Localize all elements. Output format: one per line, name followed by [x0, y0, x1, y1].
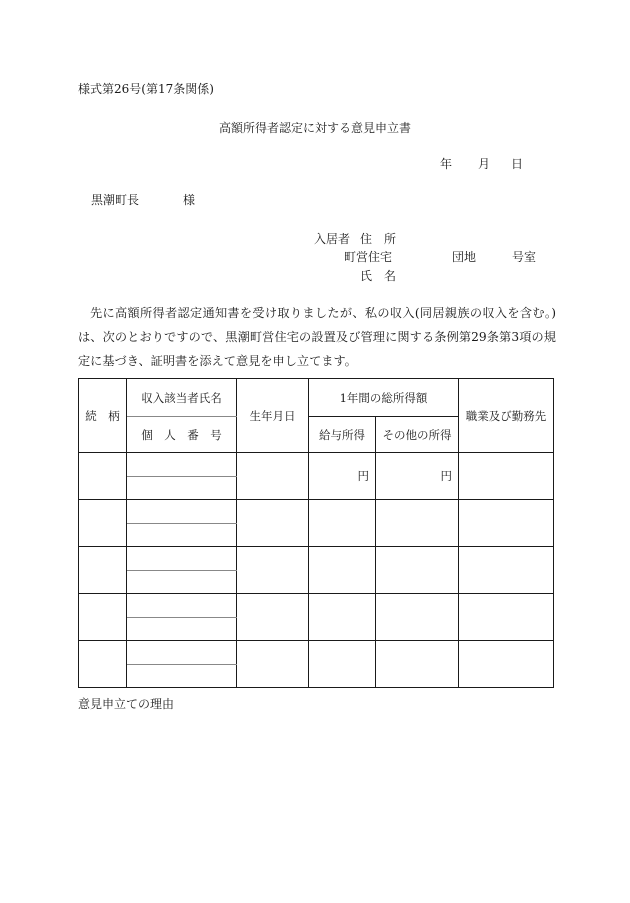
applicant-label: 入居者: [314, 232, 351, 246]
cell-salary-income[interactable]: 円: [309, 453, 376, 500]
addressee-name: 黒潮町長: [91, 193, 140, 207]
cell-other-income[interactable]: [376, 641, 459, 688]
cell-personal-number[interactable]: [127, 524, 237, 547]
cell-earner-name[interactable]: [127, 453, 237, 477]
cell-occupation[interactable]: [459, 547, 554, 594]
cell-birthdate[interactable]: [237, 547, 309, 594]
cell-birthdate[interactable]: [237, 500, 309, 547]
cell-earner-name[interactable]: [127, 500, 237, 524]
room-label: 号室: [512, 250, 537, 264]
header-annual-income: 1年間の総所得額: [309, 379, 459, 417]
address-label: 住 所: [360, 232, 397, 246]
housing-label: 町営住宅: [344, 250, 393, 264]
header-salary-income: 給与所得: [309, 417, 376, 453]
cell-occupation[interactable]: [459, 500, 554, 547]
cell-salary-income[interactable]: [309, 500, 376, 547]
date-month-label: 月: [478, 157, 491, 171]
document-title: 高額所得者認定に対する意見申立書: [218, 121, 411, 135]
cell-birthdate[interactable]: [237, 453, 309, 500]
header-occupation: 職業及び勤務先: [459, 379, 554, 453]
complex-label: 団地: [452, 250, 477, 264]
cell-personal-number[interactable]: [127, 665, 237, 688]
cell-other-income[interactable]: [376, 500, 459, 547]
cell-occupation[interactable]: [459, 594, 554, 641]
name-label: 氏 名: [360, 269, 397, 283]
form-number: 様式第26号(第17条関係): [78, 82, 214, 96]
header-birthdate: 生年月日: [237, 379, 309, 453]
cell-personal-number[interactable]: [127, 618, 237, 641]
cell-relation[interactable]: [79, 453, 127, 500]
cell-birthdate[interactable]: [237, 594, 309, 641]
date-year-label: 年: [440, 157, 453, 171]
date-day-label: 日: [511, 157, 524, 171]
header-earner-name: 収入該当者氏名: [127, 379, 237, 417]
statement-body: 先に高額所得者認定通知書を受け取りましたが、私の収入(同居親族の収入を含む。)は、次のとおりですので、黒潮町営住宅の設置及び管理に関する条例第29条第3項の規定に基づき、証明書を添えて意見を申し立てます。: [78, 306, 556, 368]
cell-earner-name[interactable]: [127, 641, 237, 665]
cell-personal-number[interactable]: [127, 477, 237, 500]
header-other-income: その他の所得: [376, 417, 459, 453]
cell-salary-income[interactable]: [309, 594, 376, 641]
addressee-honorific: 様: [183, 193, 196, 207]
cell-relation[interactable]: [79, 594, 127, 641]
cell-relation[interactable]: [79, 547, 127, 594]
cell-other-income[interactable]: [376, 547, 459, 594]
cell-salary-income[interactable]: [309, 547, 376, 594]
header-personal-number: 個 人 番 号: [127, 417, 237, 453]
cell-other-income[interactable]: [376, 594, 459, 641]
header-relation: 続 柄: [79, 379, 127, 453]
cell-occupation[interactable]: [459, 641, 554, 688]
income-table: [78, 378, 554, 688]
cell-occupation[interactable]: [459, 453, 554, 500]
cell-relation[interactable]: [79, 641, 127, 688]
cell-other-income[interactable]: 円: [376, 453, 459, 500]
cell-birthdate[interactable]: [237, 641, 309, 688]
cell-relation[interactable]: [79, 500, 127, 547]
cell-salary-income[interactable]: [309, 641, 376, 688]
reason-label: 意見申立ての理由: [78, 697, 175, 711]
cell-earner-name[interactable]: [127, 594, 237, 618]
cell-earner-name[interactable]: [127, 547, 237, 571]
cell-personal-number[interactable]: [127, 571, 237, 594]
